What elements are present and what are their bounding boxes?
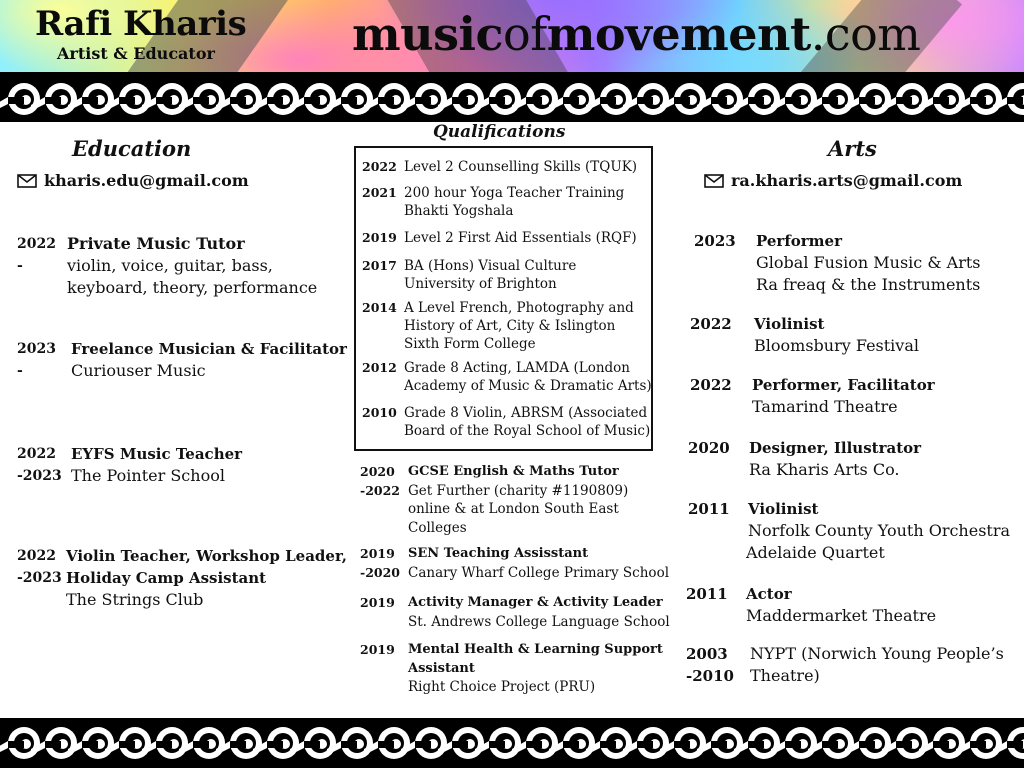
spiral-wave-pattern bbox=[0, 72, 1024, 122]
wave-border-top bbox=[0, 72, 1024, 122]
education-entry: 2023 - Freelance Musician & Facilitator Curiouser Music bbox=[17, 340, 347, 380]
qualifications-heading: Qualifications bbox=[433, 122, 566, 142]
qualification-item: 2010 Grade 8 Violin, ABRSM (Associated Board of the Royal School of Music) bbox=[362, 405, 651, 439]
work-entry: 2020 -2022 GCSE English & Maths Tutor Get Further (charity #1190809) online & at London South East Colleges bbox=[360, 464, 629, 536]
arts-entry: 2022 Violinist Bloomsbury Festival bbox=[690, 315, 919, 355]
arts-entry: 2023 Performer Global Fusion Music & Arts Ra freaq & the Instruments bbox=[694, 232, 981, 294]
arts-entry: 2003 -2010 NYPT (Norwich Young People’s Theatre) bbox=[686, 644, 1004, 685]
envelope-icon bbox=[704, 174, 724, 188]
qualification-item: 2022 Level 2 Counselling Skills (TQUK) bbox=[362, 159, 638, 175]
qualification-item: 2014 A Level French, Photography and History of Art, City & Islington Sixth Form College bbox=[362, 300, 634, 352]
work-entry: 2019 Mental Health & Learning Support Assistant Right Choice Project (PRU) bbox=[360, 642, 663, 695]
header-banner bbox=[0, 0, 1024, 72]
qualification-item: 2012 Grade 8 Acting, LAMDA (London Academy of Music & Dramatic Arts) bbox=[362, 360, 652, 394]
work-entry: 2019 -2020 SEN Teaching Assisstant Canary Wharf College Primary School bbox=[360, 546, 670, 581]
arts-entry: 2011 Actor Maddermarket Theatre bbox=[686, 585, 937, 625]
education-entry: 2022 -2023 Violin Teacher, Workshop Leader, Holiday Camp Assistant The Strings Club bbox=[17, 547, 347, 609]
wave-border-bottom bbox=[0, 718, 1024, 768]
education-heading: Education bbox=[72, 136, 192, 161]
qualification-item: 2021 200 hour Yoga Teacher Training Bhakti Yogshala bbox=[362, 185, 625, 219]
education-entry: 2022 - Private Music Tutor violin, voice, guitar, bass, keyboard, theory, performance bbox=[17, 234, 318, 297]
arts-entry: 2022 Performer, Facilitator Tamarind Theatre bbox=[690, 376, 935, 416]
spiral-wave-pattern bbox=[0, 718, 1024, 768]
arts-entry: 2020 Designer, Illustrator Ra Kharis Arts Co. bbox=[688, 439, 922, 479]
qualification-item: 2019 Level 2 First Aid Essentials (RQF) bbox=[362, 230, 637, 246]
arts-entry: 2011 Violinist Norfolk County Youth Orchestra Adelaide Quartet bbox=[688, 500, 1011, 562]
education-entry: 2022 -2023 EYFS Music Teacher The Pointer School bbox=[17, 445, 243, 485]
qualification-item: 2017 BA (Hons) Visual Culture University of Brighton bbox=[362, 258, 577, 292]
work-entry: 2019 Activity Manager & Activity Leader St. Andrews College Language School bbox=[360, 595, 670, 630]
artist-name: Rafi Kharis bbox=[35, 4, 247, 44]
envelope-icon bbox=[17, 174, 37, 188]
education-email[interactable] bbox=[17, 171, 249, 190]
arts-email[interactable] bbox=[704, 171, 962, 190]
arts-heading: Arts bbox=[828, 136, 877, 161]
arts-email-text: ra.kharis.arts@gmail.com bbox=[731, 171, 963, 190]
artist-role: Artist & Educator bbox=[57, 44, 215, 63]
website-title: musicofmovement.com bbox=[352, 7, 921, 61]
education-email-text: kharis.edu@gmail.com bbox=[44, 171, 249, 190]
